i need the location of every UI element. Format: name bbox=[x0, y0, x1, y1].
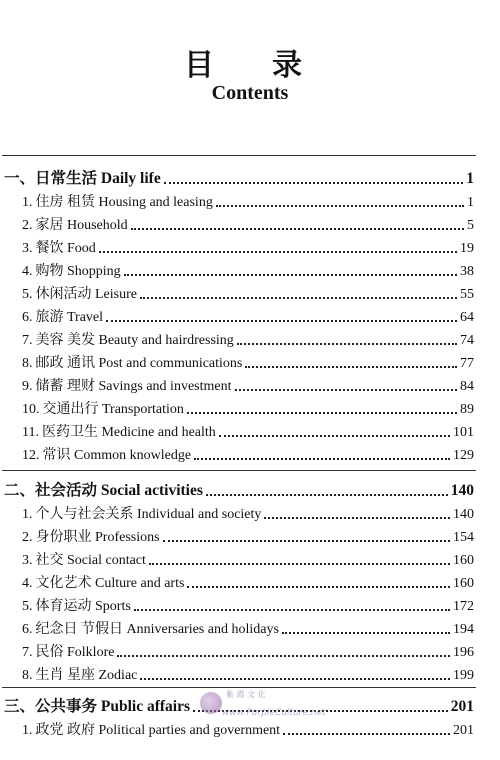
leader-dots bbox=[194, 458, 450, 460]
leader-dots bbox=[140, 678, 450, 680]
toc-item[interactable] bbox=[22, 350, 474, 372]
page-number: 196 bbox=[453, 645, 474, 660]
item-label: 体育运动 Sports bbox=[35, 599, 131, 614]
page-number: 129 bbox=[453, 448, 474, 463]
page-number: 160 bbox=[453, 553, 474, 568]
page-title-chinese: 目 录 bbox=[184, 48, 316, 83]
item-number: 6. bbox=[22, 622, 33, 637]
page-number: 77 bbox=[460, 356, 474, 371]
toc-item[interactable] bbox=[22, 593, 474, 615]
toc-item[interactable] bbox=[22, 524, 474, 546]
item-label: 政党 政府 Political parties and government bbox=[35, 723, 281, 738]
divider bbox=[2, 470, 476, 471]
leader-dots bbox=[237, 343, 457, 345]
item-number: 1. bbox=[22, 507, 33, 522]
toc-item[interactable] bbox=[22, 419, 474, 441]
page-number: 199 bbox=[453, 668, 474, 683]
item-label: 邮政 通讯 Post and communications bbox=[35, 356, 243, 371]
item-number: 3. bbox=[22, 553, 33, 568]
item-number: 11. bbox=[22, 425, 39, 440]
section-title: 一、日常生活 Daily life bbox=[4, 170, 161, 187]
leader-dots bbox=[187, 412, 457, 414]
toc-item[interactable] bbox=[22, 547, 474, 569]
toc-item[interactable] bbox=[22, 396, 474, 418]
leader-dots bbox=[235, 389, 458, 391]
toc-item[interactable] bbox=[22, 212, 474, 234]
toc-item[interactable] bbox=[22, 639, 474, 661]
item-label: 纪念日 节假日 Anniversaries and holidays bbox=[35, 622, 279, 637]
item-label: 社交 Social contact bbox=[35, 553, 146, 568]
leader-dots bbox=[134, 609, 450, 611]
item-label: 民俗 Folklore bbox=[35, 645, 115, 660]
toc-item[interactable] bbox=[22, 373, 474, 395]
item-number: 3. bbox=[22, 241, 33, 256]
item-number: 6. bbox=[22, 310, 33, 325]
watermark bbox=[200, 690, 326, 724]
leader-dots bbox=[282, 632, 450, 634]
toc-item[interactable] bbox=[22, 662, 474, 684]
item-label: 住房 租赁 Housing and leasing bbox=[35, 195, 213, 210]
toc-section-social-activities[interactable] bbox=[4, 478, 474, 500]
leader-dots bbox=[164, 182, 464, 184]
item-label: 购物 Shopping bbox=[35, 264, 121, 279]
item-label: 个人与社会关系 Individual and society bbox=[35, 507, 262, 522]
page-number: 1 bbox=[466, 170, 474, 187]
page-number: 89 bbox=[460, 402, 474, 417]
toc-item[interactable] bbox=[22, 189, 474, 211]
page-number: 55 bbox=[460, 287, 474, 302]
item-number: 2. bbox=[22, 218, 33, 233]
page-number: 101 bbox=[453, 425, 474, 440]
item-number: 1. bbox=[22, 195, 33, 210]
leader-dots bbox=[117, 655, 450, 657]
leader-dots bbox=[283, 733, 450, 735]
item-label: 医药卫生 Medicine and health bbox=[41, 425, 216, 440]
page-number: 1 bbox=[467, 195, 474, 210]
page-number: 154 bbox=[453, 530, 474, 545]
toc-item[interactable] bbox=[22, 304, 474, 326]
item-label: 家居 Household bbox=[35, 218, 128, 233]
page-number: 201 bbox=[450, 698, 474, 715]
toc-item[interactable] bbox=[22, 327, 474, 349]
page-number: 140 bbox=[450, 482, 474, 499]
section-title: 二、社会活动 Social activities bbox=[4, 482, 203, 499]
item-label: 旅游 Travel bbox=[35, 310, 104, 325]
page-number: 160 bbox=[453, 576, 474, 591]
leader-dots bbox=[131, 228, 464, 230]
leader-dots bbox=[206, 494, 448, 496]
page-number: 140 bbox=[453, 507, 474, 522]
watermark-name: 紫 霞 文 化 bbox=[226, 690, 266, 699]
item-label: 餐饮 Food bbox=[35, 241, 96, 256]
item-number: 4. bbox=[22, 576, 33, 591]
item-number: 7. bbox=[22, 645, 33, 660]
leader-dots bbox=[124, 274, 457, 276]
toc-item[interactable] bbox=[22, 616, 474, 638]
item-number: 1. bbox=[22, 723, 33, 738]
leader-dots bbox=[140, 297, 457, 299]
item-number: 10. bbox=[22, 402, 40, 417]
divider bbox=[2, 155, 476, 156]
item-label: 常识 Common knowledge bbox=[42, 448, 192, 463]
item-number: 9. bbox=[22, 379, 33, 394]
page-number: 5 bbox=[467, 218, 474, 233]
leader-dots bbox=[99, 251, 457, 253]
page-number: 74 bbox=[460, 333, 474, 348]
leader-dots bbox=[106, 320, 457, 322]
page-number: 19 bbox=[460, 241, 474, 256]
item-number: 7. bbox=[22, 333, 33, 348]
page-number: 84 bbox=[460, 379, 474, 394]
item-label: 交通出行 Transportation bbox=[42, 402, 184, 417]
page-number: 38 bbox=[460, 264, 474, 279]
leader-dots bbox=[264, 517, 450, 519]
item-label: 美容 美发 Beauty and hairdressing bbox=[35, 333, 234, 348]
watermark-logo-icon bbox=[200, 692, 222, 714]
watermark-url: www.PurpleCulture.net bbox=[222, 708, 326, 718]
item-number: 5. bbox=[22, 287, 33, 302]
item-number: 8. bbox=[22, 668, 33, 683]
leader-dots bbox=[245, 366, 457, 368]
item-number: 2. bbox=[22, 530, 33, 545]
toc-item[interactable] bbox=[22, 501, 474, 523]
toc-item[interactable] bbox=[22, 235, 474, 257]
item-number: 4. bbox=[22, 264, 33, 279]
leader-dots bbox=[219, 435, 450, 437]
item-number: 12. bbox=[22, 448, 40, 463]
item-label: 文化艺术 Culture and arts bbox=[35, 576, 185, 591]
toc-item[interactable] bbox=[22, 258, 474, 280]
toc-item[interactable] bbox=[22, 281, 474, 303]
divider bbox=[2, 687, 476, 688]
page-number: 64 bbox=[460, 310, 474, 325]
item-number: 8. bbox=[22, 356, 33, 371]
item-label: 生肖 星座 Zodiac bbox=[35, 668, 138, 683]
toc-item[interactable] bbox=[22, 442, 474, 464]
leader-dots bbox=[187, 586, 450, 588]
page-number: 201 bbox=[453, 723, 474, 738]
page-number: 194 bbox=[453, 622, 474, 637]
item-label: 储蓄 理财 Savings and investment bbox=[35, 379, 232, 394]
item-number: 5. bbox=[22, 599, 33, 614]
page-title-english: Contents bbox=[211, 82, 289, 104]
toc-section-daily-life[interactable] bbox=[4, 166, 474, 188]
section-title: 三、公共事务 Public affairs bbox=[4, 698, 190, 715]
item-label: 身份职业 Professions bbox=[35, 530, 160, 545]
toc-item[interactable] bbox=[22, 570, 474, 592]
page-number: 172 bbox=[453, 599, 474, 614]
leader-dots bbox=[163, 540, 450, 542]
item-label: 休闲活动 Leisure bbox=[35, 287, 137, 302]
leader-dots bbox=[216, 205, 464, 207]
leader-dots bbox=[149, 563, 450, 565]
